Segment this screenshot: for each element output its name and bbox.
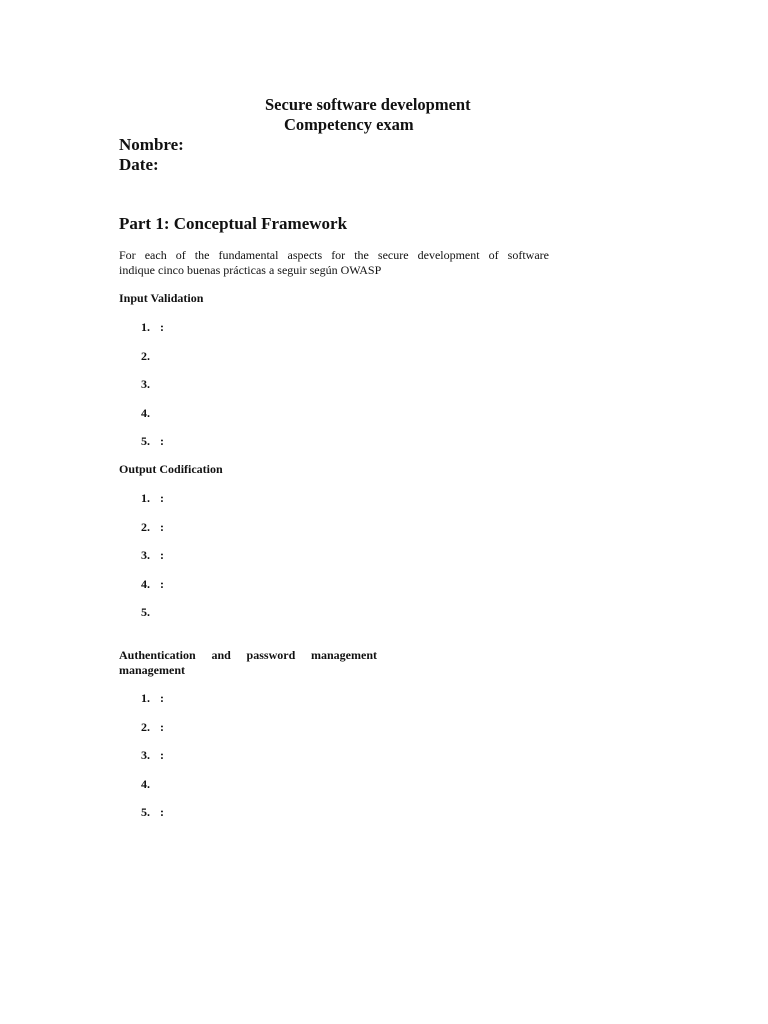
item-number: 4.: [141, 576, 150, 591]
list-item: [141, 605, 164, 634]
item-answer: :: [160, 519, 164, 534]
document-title: [0, 95, 768, 135]
item-number: 3.: [141, 548, 150, 563]
list-item: [141, 349, 164, 378]
item-answer: :: [160, 320, 164, 334]
list-item: [141, 377, 164, 406]
item-number: 5.: [141, 805, 150, 820]
item-answer: :: [160, 719, 164, 734]
list-item: [141, 577, 164, 606]
list-item: [141, 691, 164, 720]
list-item: [141, 520, 164, 549]
date-label: Date:: [119, 155, 159, 174]
section-title-line-1: Authentication and password management: [119, 648, 377, 662]
intro-paragraph: [119, 248, 549, 277]
list-item: [141, 406, 164, 435]
intro-line-1: For each of the fundamental aspects for the secure development of software: [119, 248, 549, 262]
item-answer: :: [160, 691, 164, 705]
item-answer: :: [160, 548, 164, 563]
item-number: 5.: [141, 605, 150, 620]
item-answer: :: [160, 491, 164, 505]
item-number: 2.: [141, 719, 150, 734]
list-item: [141, 720, 164, 749]
list-item: [141, 320, 164, 349]
item-number: 4.: [141, 776, 150, 791]
input-validation-list: [141, 320, 164, 463]
title-line-2: Competency exam: [284, 115, 414, 134]
part-heading: Part 1: Conceptual Framework: [119, 214, 348, 233]
list-item: [141, 491, 164, 520]
item-answer: :: [160, 748, 164, 763]
list-item: [141, 805, 164, 834]
student-info: [119, 135, 184, 175]
list-item: [141, 434, 164, 463]
item-number: 1.: [141, 320, 150, 334]
section-title-line-2: management: [119, 662, 185, 677]
section-title-input-validation: Input Validation: [119, 291, 204, 305]
title-line-1: Secure software development: [265, 95, 471, 114]
item-answer: :: [160, 805, 164, 820]
authentication-list: [141, 691, 164, 834]
item-number: 1.: [141, 691, 150, 705]
item-answer: :: [160, 576, 164, 591]
item-number: 3.: [141, 748, 150, 763]
item-number: 3.: [141, 377, 150, 392]
list-item: [141, 777, 164, 806]
item-number: 2.: [141, 519, 150, 534]
section-title-output-codification: Output Codification: [119, 462, 223, 476]
list-item: [141, 548, 164, 577]
intro-line-2: indique cinco buenas prácticas a seguir según OWASP: [119, 262, 382, 277]
list-item: [141, 748, 164, 777]
output-codification-list: [141, 491, 164, 634]
item-answer: :: [160, 434, 164, 449]
item-number: 5.: [141, 434, 150, 449]
item-number: 2.: [141, 348, 150, 363]
item-number: 1.: [141, 491, 150, 505]
section-title-authentication: [119, 648, 377, 677]
item-number: 4.: [141, 405, 150, 420]
name-label: Nombre:: [119, 135, 184, 154]
